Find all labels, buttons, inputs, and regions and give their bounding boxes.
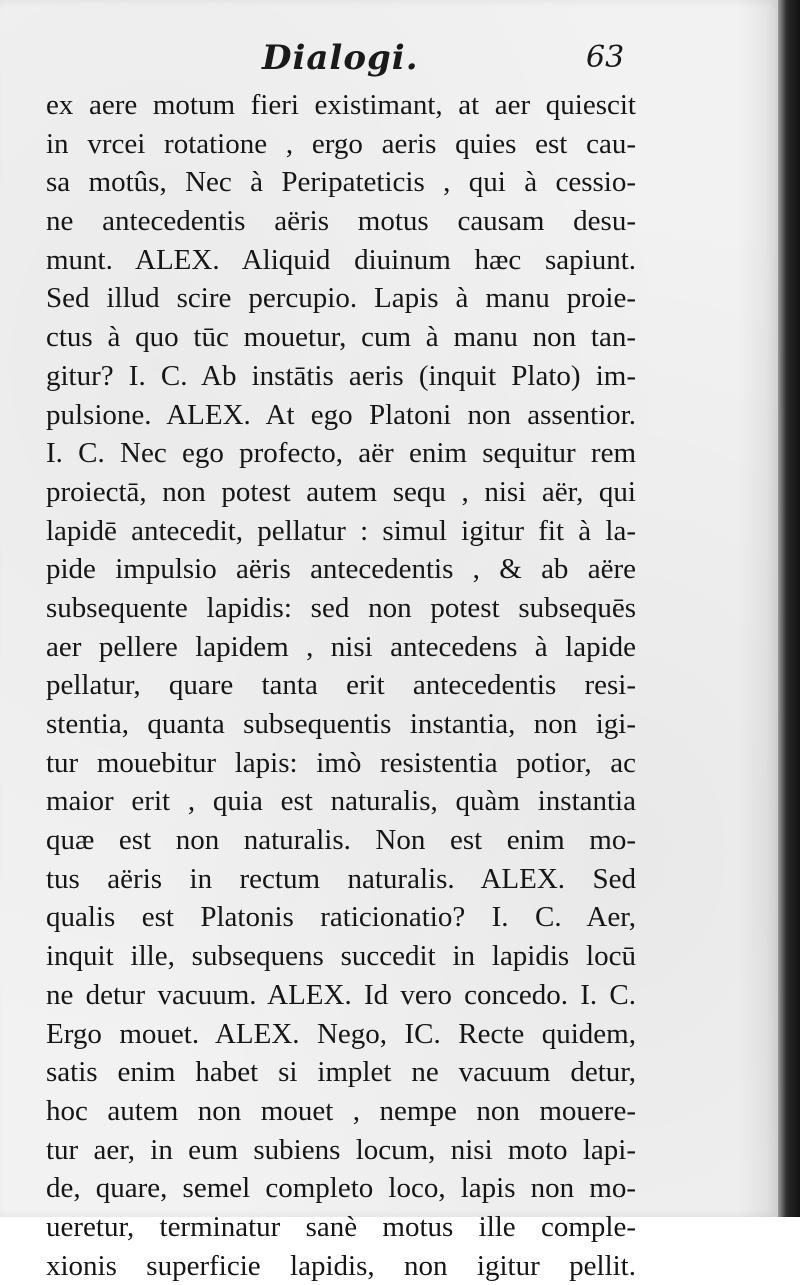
text-line: satis enim habet si implet ne vacuum detur, <box>46 1056 636 1089</box>
text-line: quæ est non naturalis. Non est enim mo- <box>46 824 636 857</box>
text-line: tur aer, in eum subiens locum, nisi moto lapi- <box>46 1133 636 1166</box>
text-line: ueretur, terminatur sanè motus ille comple- <box>46 1210 636 1243</box>
text-line: inquit ille, subsequens succedit in lapidis locū <box>46 940 636 973</box>
text-line: tus aëris in rectum naturalis. ALEX. Sed <box>46 862 636 895</box>
text-line: hoc autem non mouet , nempe non mouere- <box>46 1094 636 1127</box>
book-spine <box>778 0 800 1217</box>
text-line: tur mouebitur lapis: imò resistentia potior, ac <box>46 746 636 779</box>
text-line: in vrcei rotatione , ergo aeris quies est cau- <box>46 127 636 160</box>
text-line: gitur? I. C. Ab instātis aeris (inquit Plato) im- <box>46 359 636 392</box>
text-line: aer pellere lapidem , nisi antecedens à lapide <box>46 630 636 663</box>
text-line: maior erit , quia est naturalis, quàm instantia <box>46 785 636 818</box>
page-edge-shadow <box>738 0 778 1217</box>
text-line: ex aere motum fieri existimant, at aer quiescit <box>46 89 636 121</box>
body-text <box>46 86 636 1285</box>
text-line: subsequente lapidis: sed non potest subsequēs <box>46 591 636 624</box>
text-line: sa motûs, Nec à Peripateticis , qui à cessio- <box>46 166 636 199</box>
text-line: munt. ALEX. Aliquid diuinum hæc sapiunt. <box>46 243 636 276</box>
running-title: Dialogi. <box>262 38 419 78</box>
text-line: pellatur, quare tanta erit antecedentis resi- <box>46 669 636 702</box>
text-line: xionis superficie lapidis, non igitur pellit. <box>46 1249 636 1282</box>
text-line: qualis est Platonis raticionatio? I. C. Aer, <box>46 901 636 934</box>
text-line: proiectā, non potest autem sequ , nisi aër, qui <box>46 475 636 508</box>
text-line: Sed illud scire percupio. Lapis à manu proie- <box>46 282 636 315</box>
text-line: pide impulsio aëris antecedentis , & ab aëre <box>46 553 636 586</box>
running-head <box>0 38 780 88</box>
text-line: I. C. Nec ego profecto, aër enim sequitur rem <box>46 437 636 470</box>
text-line: de, quare, semel completo loco, lapis non mo- <box>46 1172 636 1205</box>
text-line: lapidē antecedit, pellatur : simul igitur fit à la- <box>46 514 636 547</box>
text-line: Ergo mouet. ALEX. Nego, IC. Recte quidem, <box>46 1017 636 1050</box>
page-number: 63 <box>586 40 625 75</box>
text-line: pulsione. ALEX. At ego Platoni non assentior. <box>46 398 636 431</box>
text-line: ne antecedentis aëris motus causam desu- <box>46 205 636 238</box>
text-line: stentia, quanta subsequentis instantia, non igi- <box>46 708 636 740</box>
text-line: ne detur vacuum. ALEX. Id vero concedo. I. C. <box>46 978 636 1011</box>
text-line: ctus à quo tūc mouetur, cum à manu non tan- <box>46 321 636 354</box>
